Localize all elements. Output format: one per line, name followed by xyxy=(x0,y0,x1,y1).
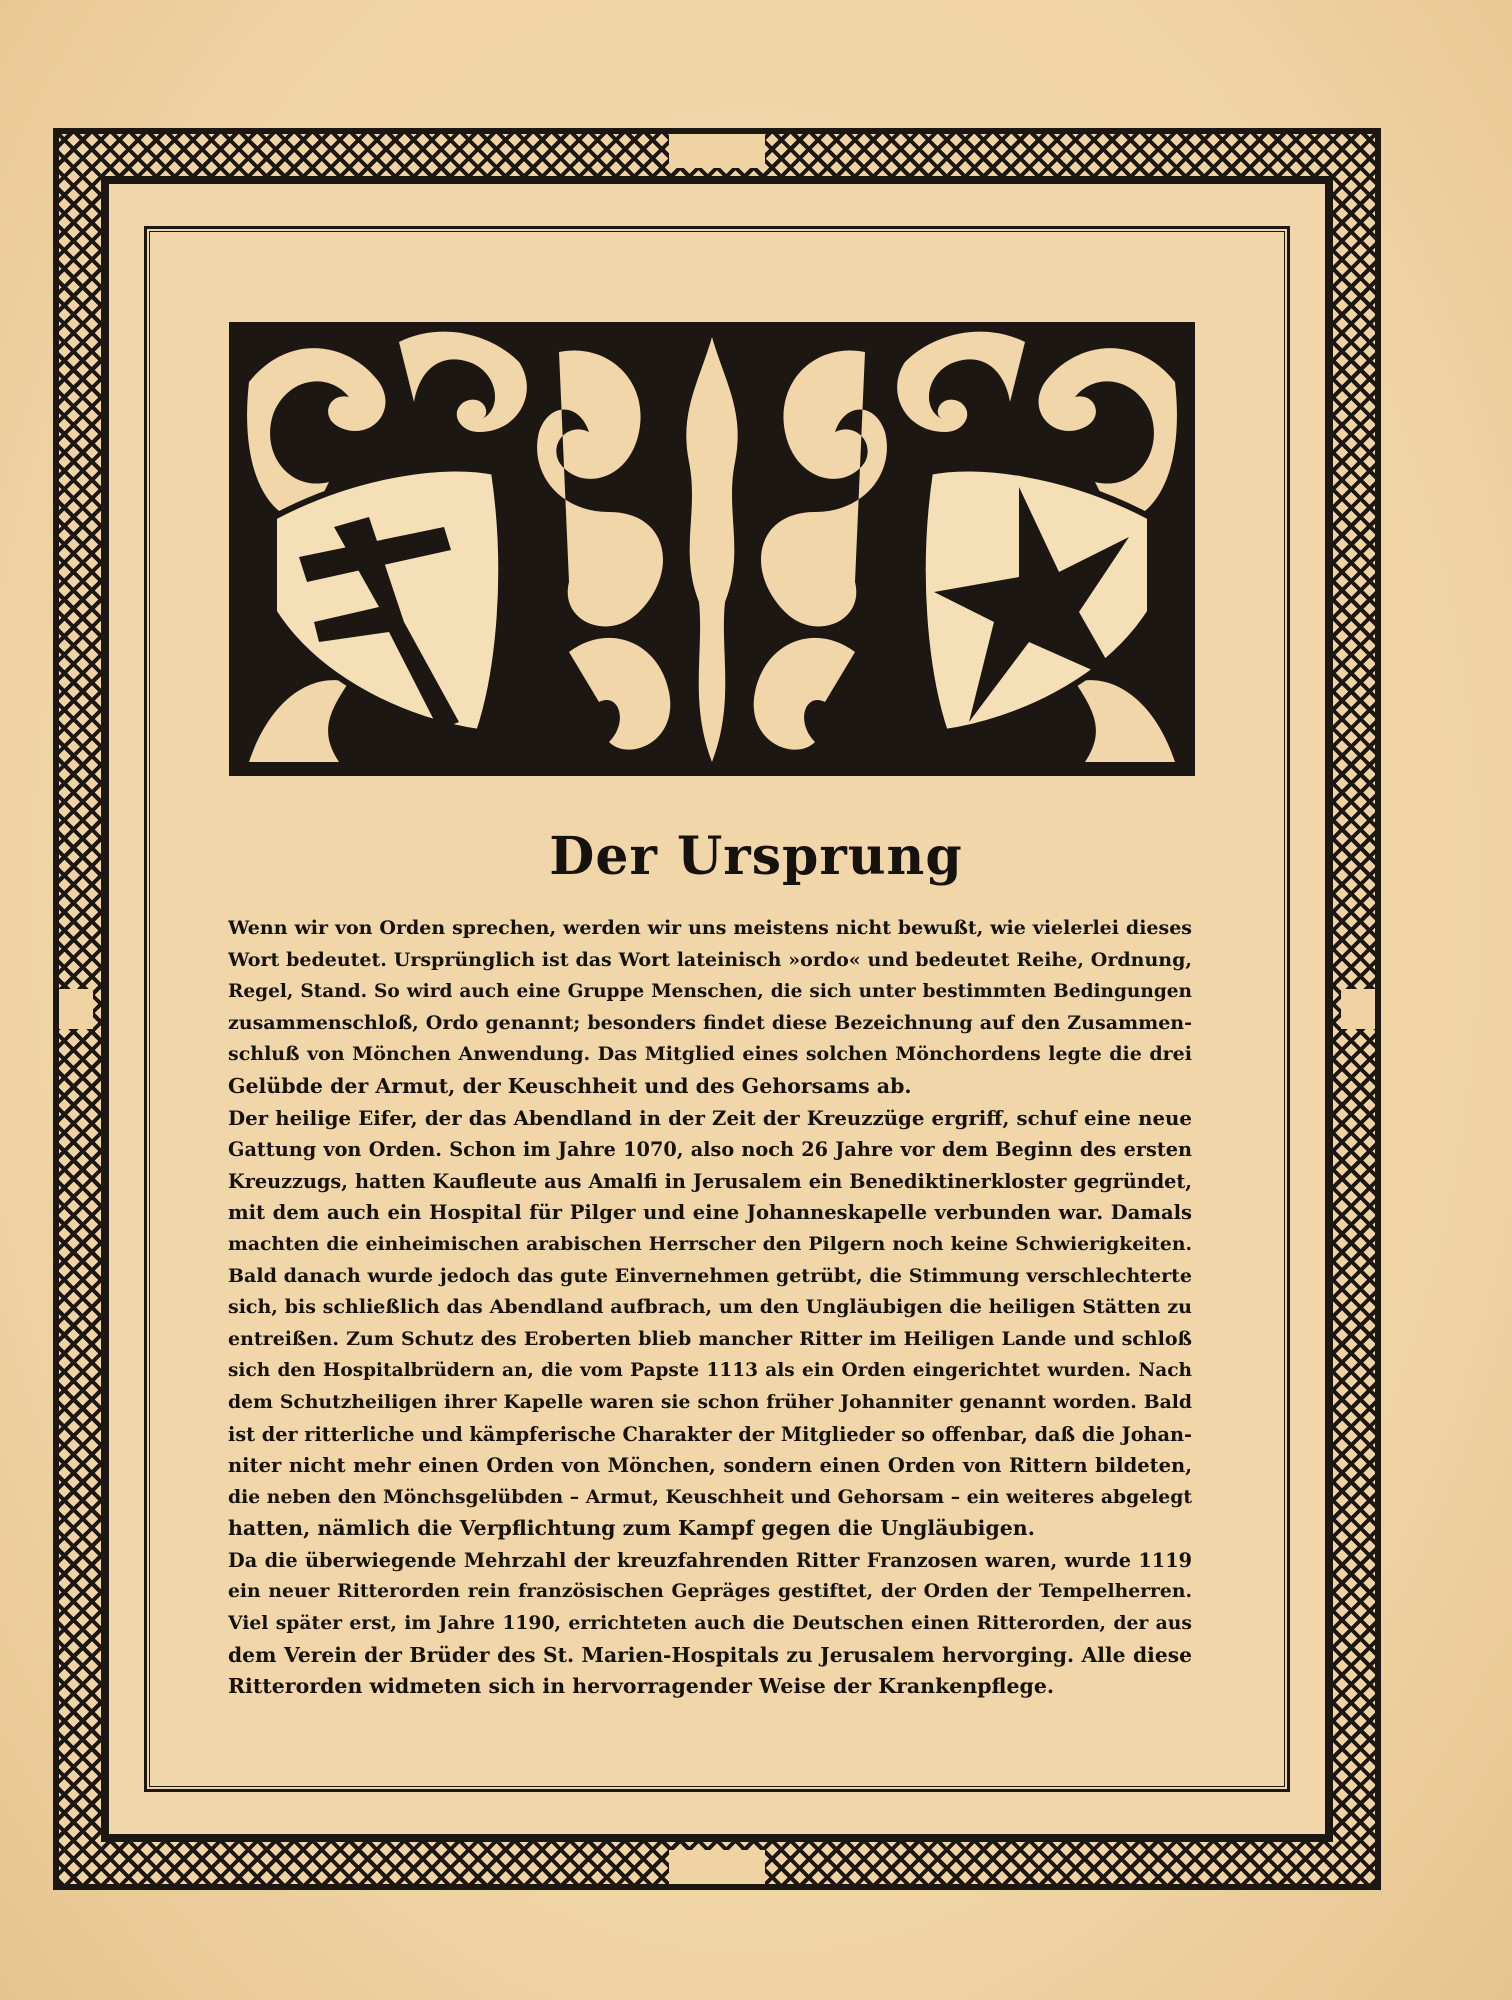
text-line: sich den Hospitalbrüdern an, die vom Papste 1113 als ein Orden eingerichtet wurden. Nach xyxy=(228,1360,1192,1382)
text-line: Regel, Stand. So wird auch eine Gruppe Menschen, die sich unter bestimmten Bedingungen xyxy=(228,981,1192,1003)
right-flourish-icon xyxy=(1341,989,1375,1029)
paragraph xyxy=(228,1103,1192,1545)
text-line: zusammenschloß, Ordo genannt; besonders findet diese Bezeichnung auf den Zusammen- xyxy=(228,1011,1192,1034)
body-text xyxy=(228,913,1192,1703)
text-line: Wenn wir von Orden sprechen, werden wir uns meistens nicht bewußt, wie vielerlei dieses xyxy=(228,917,1192,939)
text-line: dem Verein der Brüder des St. Marien-Hospitals zu Jerusalem hervorging. Alle diese xyxy=(228,1642,1192,1667)
text-line: niter nicht mehr einen Orden von Mönchen, sondern einen Orden von Rittern bildeten, xyxy=(228,1454,1192,1478)
text-line: Gelübde der Armut, der Keuschheit und des Gehorsams ab. xyxy=(228,1073,912,1098)
text-line: Gattung von Orden. Schon im Jahre 1070, also noch 26 Jahre vor dem Beginn des ersten xyxy=(228,1138,1192,1162)
paragraph xyxy=(228,1545,1192,1703)
text-line: machten die einheimischen arabischen Herrscher den Pilgern noch keine Schwierigkeiten. xyxy=(228,1232,1192,1255)
heraldic-illustration xyxy=(229,322,1195,776)
text-line: Der heilige Eifer, der das Abendland in der Zeit der Kreuzzüge ergriff, schuf eine neue xyxy=(228,1105,1192,1130)
text-line: sich, bis schließlich das Abendland aufbrach, um den Ungläubigen die heiligen Stätten zu xyxy=(228,1296,1192,1319)
top-flourish-icon xyxy=(669,134,765,168)
page-title: Der Ursprung xyxy=(549,826,963,887)
text-line: Bald danach wurde jedoch das gute Einvernehmen getrübt, die Stimmung verschlechterte xyxy=(228,1264,1192,1287)
text-line: ein neuer Ritterorden rein französischen Gepräges gestiftet, der Orden der Tempelherren. xyxy=(228,1580,1192,1603)
text-line: entreißen. Zum Schutz des Eroberten blieb mancher Ritter im Heiligen Lande und schloß xyxy=(228,1327,1192,1350)
left-flourish-icon xyxy=(59,989,93,1029)
paragraph xyxy=(228,913,1192,1103)
text-line: Viel später erst, im Jahre 1190, errichteten auch die Deutschen einen Ritterorden, der aus xyxy=(228,1612,1192,1635)
bottom-flourish-icon xyxy=(669,1850,765,1884)
text-line: mit dem auch ein Hospital für Pilger und eine Johanneskapelle verbunden war. Damals xyxy=(228,1201,1192,1225)
text-line: die neben den Mönchsgelübden – Armut, Keuschheit und Gehorsam – ein weiteres abgelegt xyxy=(228,1485,1192,1508)
text-line: hatten, nämlich die Verpflichtung zum Kampf gegen die Ungläubigen. xyxy=(228,1516,1035,1541)
text-line: Ritterorden widmeten sich in hervorragender Weise der Krankenpflege. xyxy=(228,1674,1055,1699)
text-line: Da die überwiegende Mehrzahl der kreuzfahrenden Ritter Franzosen waren, wurde 1119 xyxy=(228,1548,1192,1572)
text-line: ist der ritterliche und kämpferische Charakter der Mitglieder so offenbar, daß die Johan- xyxy=(228,1422,1192,1446)
text-line: dem Schutzheiligen ihrer Kapelle waren sie schon früher Johanniter genannt worden. Bald xyxy=(228,1390,1192,1413)
text-line: Wort bedeutet. Ursprünglich ist das Wort lateinisch »ordo« und bedeutet Reihe, Ordnung, xyxy=(228,948,1192,971)
text-line: Kreuzzugs, hatten Kaufleute aus Amalfi in Jerusalem ein Benediktinerkloster gegründet, xyxy=(228,1169,1192,1193)
text-line: schluß von Mönchen Anwendung. Das Mitglied eines solchen Mönchordens legte die drei xyxy=(228,1043,1192,1066)
